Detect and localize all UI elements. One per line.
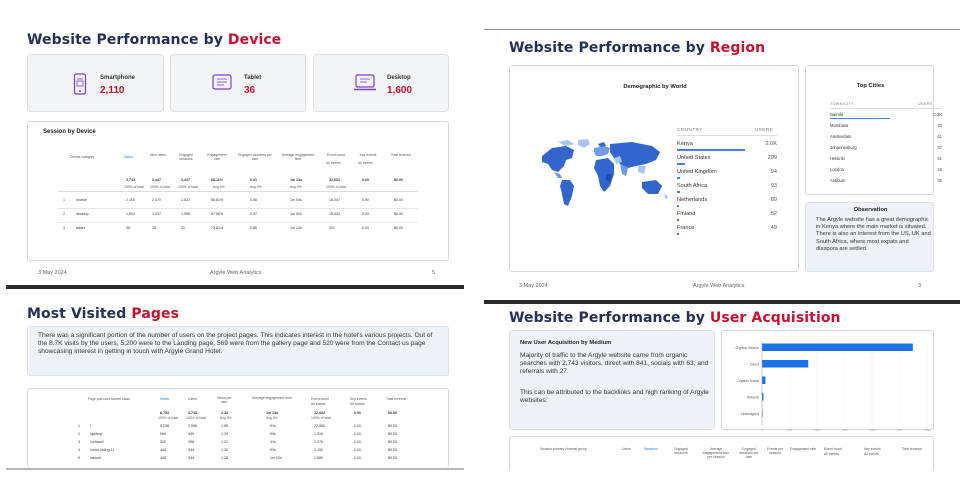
table-row[interactable]: 5 /about/ 440 344 1.28 1m 02s 1,080 0.00 $0.00	[78, 456, 397, 460]
bar	[762, 360, 808, 368]
total-value: 0.00	[362, 178, 369, 182]
card-value: 2,110	[100, 85, 125, 96]
card-label: Desktop	[387, 75, 411, 81]
pages-table-panel	[27, 388, 449, 468]
footer-center: Argyle Web Analytics	[210, 270, 262, 276]
total-value: 3,437	[181, 178, 190, 182]
category-label: Organic Social	[736, 379, 759, 383]
country-bar	[677, 177, 680, 179]
country-row[interactable]: Netherlands 89	[677, 197, 777, 203]
category-label: Unassigned	[741, 412, 759, 416]
city-users-header: USERS	[918, 102, 933, 106]
city-row[interactable]: Antibum 36	[830, 178, 942, 183]
tick-label: 2500	[896, 428, 903, 431]
card-value: 36	[244, 85, 256, 96]
country-row[interactable]: Finland 52	[677, 211, 777, 217]
footer-page: 3	[918, 283, 922, 289]
country-row[interactable]: France 49	[677, 225, 777, 231]
total-value: 2.34	[221, 411, 228, 415]
card-label: Smartphone	[100, 75, 136, 81]
tablet-icon	[212, 74, 232, 90]
acquisition-table-panel	[509, 436, 934, 470]
table-row[interactable]: 4 /room-listing-11 446 344 1.30 53s 1,192 0.00 $0.00	[78, 448, 397, 452]
total-value: 0.00	[354, 411, 361, 415]
country-bar	[677, 233, 679, 235]
total-value: 1m 24s	[290, 178, 303, 182]
demographic-panel	[509, 65, 799, 272]
city-header: TOWN/CITY	[830, 102, 854, 106]
city-row[interactable]: Amsterdam 61	[830, 134, 942, 139]
total-value: 8,793	[160, 411, 169, 415]
col-header[interactable]: Engaged sessions per user	[739, 447, 759, 459]
total-sub: Avg 0%	[213, 185, 225, 189]
total-sub: 100% of total	[150, 185, 170, 189]
table-row[interactable]: 3 tablet 36 35 31 73.81% 0.86 1m 13s 321 0.00 $0.00	[63, 226, 403, 230]
total-sub: Avg 0%	[220, 416, 232, 420]
category-label: Direct	[750, 362, 759, 367]
total-value: 32,002	[314, 411, 325, 415]
country-row[interactable]: Kenya 2.6K	[677, 141, 777, 147]
total-value: 32,002	[329, 178, 340, 182]
pages-summary-text: There was a significant portion of the number of users on the project pages. This indicates interest in the hotel's various projects. Out of the 8.7K visits by the users, 5,200 were to the Landing page, 569 were from the gallery page and 520 were from the Contact us page showcasing interest in getting in touch with Argyle Grand Hotel.	[38, 332, 433, 355]
event-filter[interactable]: All events	[350, 402, 365, 406]
top-cities-panel	[805, 65, 942, 195]
col-header[interactable]: Average engagement time per session	[702, 447, 730, 459]
col-header[interactable]: Engaged sessions	[674, 447, 688, 455]
table-row[interactable]: 1 / 5,208 2,596 1.85 51s 22,865 0.00 $0.00	[78, 424, 397, 428]
north-america[interactable]	[542, 146, 574, 172]
australia[interactable]	[642, 180, 662, 194]
country-bar	[677, 163, 685, 165]
total-sub: Avg 0%	[266, 416, 278, 420]
slide-region	[484, 29, 960, 296]
box-text: Majority of traffic to the Argyle website came from organic searches with 2,743 visitors, direct with 841, socials with 63, and referrals with 27.	[520, 352, 709, 375]
col-header[interactable]: Total revenue	[901, 447, 923, 451]
slide-device	[6, 14, 462, 286]
country-row[interactable]: United Kingdom 94	[677, 169, 777, 175]
table-row[interactable]: 3 /contact/ 520 398 1.31 41s 1,276 0.00 $0.00	[78, 440, 397, 444]
col-header[interactable]: Key events	[864, 447, 881, 451]
footer-date: 3 May 2024	[38, 270, 67, 276]
country-bar	[677, 149, 745, 151]
tablet-card	[170, 54, 306, 112]
footer-page: 5	[432, 270, 436, 276]
smartphone-card	[27, 54, 164, 112]
col-header[interactable]: Users	[188, 397, 197, 401]
total-value: 68.11%	[211, 178, 223, 182]
users-header: USERS	[755, 128, 774, 133]
col-header[interactable]: Event count	[327, 153, 345, 157]
pages-summary-box	[27, 326, 449, 376]
divider	[6, 468, 464, 470]
col-header[interactable]: Key events	[359, 153, 377, 157]
table-title: Session by Device	[43, 129, 96, 135]
col-header[interactable]: Users	[124, 155, 133, 159]
col-header[interactable]: Average engagement time	[281, 153, 315, 161]
col-header[interactable]: Session primary channel group	[540, 447, 587, 451]
map-title: Demographic by World	[623, 84, 687, 90]
col-header[interactable]: Events per session	[766, 447, 784, 455]
event-filter[interactable]: All events	[864, 452, 879, 456]
desktop-card	[313, 54, 449, 112]
col-header[interactable]: Views	[160, 397, 169, 401]
acquisition-chart-panel	[721, 330, 934, 430]
col-header[interactable]: Event count	[824, 447, 842, 451]
col-header[interactable]: Device category	[70, 155, 95, 159]
cities-title: Top Cities	[856, 83, 885, 89]
table-row[interactable]: 1 mobile 2,110 2,070 1,822 66.81% 0.86 1m 04s 16,247 0.00 $0.00	[63, 198, 403, 202]
tick-label: 1500	[841, 428, 848, 431]
col-header[interactable]: Page path and screen class	[88, 397, 130, 401]
total-value: 0.91	[250, 178, 257, 182]
observation-text: The Argyle website has a great demographic in Kenya where the main market is situated. There is also an interest from the US, UK and South Africa, where most expats and diaspora are settled.	[816, 217, 931, 252]
col-header[interactable]: Sessions	[644, 447, 658, 451]
title-prefix: Website Performance by	[509, 40, 710, 56]
bar	[762, 344, 913, 352]
col-header[interactable]: Engagement rate	[207, 153, 227, 161]
total-sub: 100% of total	[158, 416, 178, 420]
observation-title: Observation	[853, 207, 888, 213]
total-sub: 100% of total	[178, 185, 198, 189]
city-row[interactable]: London 46	[830, 167, 942, 172]
col-header[interactable]: New users	[149, 153, 167, 157]
event-filter[interactable]: All events	[311, 402, 326, 406]
slide-title	[509, 310, 841, 326]
col-header[interactable]: Total revenue	[386, 397, 407, 401]
city-row[interactable]: Mombasa 93	[830, 123, 942, 128]
total-value: 3,743	[188, 411, 197, 415]
total-value: $0.00	[394, 178, 403, 182]
country-row[interactable]: United States 299	[677, 155, 777, 161]
tick-label: 0	[761, 428, 763, 431]
card-label: Tablet	[244, 75, 262, 81]
session-by-device-panel	[27, 121, 449, 261]
col-header[interactable]: Views per user	[216, 396, 232, 404]
city-row[interactable]: Johannesburg 57	[830, 145, 942, 150]
card-value: 1,600	[387, 85, 413, 96]
country-bar	[677, 191, 680, 193]
acquisition-bar-chart[interactable]	[722, 331, 935, 431]
total-sub: 100% of total	[326, 185, 346, 189]
desktop-icon	[354, 74, 376, 91]
acquisition-summary-box	[509, 330, 715, 430]
slide-pages	[6, 292, 462, 468]
slide-title	[27, 32, 281, 48]
total-sub: 100% of total	[311, 416, 331, 420]
box-title: New User Acquisition by Medium	[520, 340, 612, 346]
total-value: 3,743	[126, 178, 135, 182]
col-header[interactable]: Key events	[350, 397, 367, 401]
footer-date: 3 May 2024	[519, 283, 548, 289]
title-prefix: Most Visited	[27, 306, 132, 322]
category-label: Organic Search	[735, 346, 759, 350]
south-america[interactable]	[560, 180, 574, 206]
asia[interactable]	[610, 142, 660, 168]
tick-label: 2000	[868, 428, 876, 431]
footer-center: Argyle Web Analytics	[693, 283, 745, 289]
title-prefix: Website Performance by	[27, 32, 228, 48]
total-sub: Avg 0%	[290, 185, 302, 189]
slide-title	[509, 40, 765, 56]
box-text: This can be attributed to the backlinks and high ranking of Argyle websites.	[520, 389, 709, 404]
col-header[interactable]: Event count	[311, 397, 329, 401]
col-header[interactable]: Users	[622, 447, 631, 451]
title-accent: Device	[227, 32, 282, 48]
title-prefix: Website Performance by	[509, 310, 710, 326]
title-accent: User Acquisition	[709, 310, 841, 326]
table-row[interactable]: 2 desktop 1,602 1,337 1,556 67.56% 0.97 1m 52s 15,434 0.00 $0.00	[63, 212, 403, 216]
country-row[interactable]: South Africa 93	[677, 183, 777, 189]
event-filter[interactable]: All events	[824, 452, 839, 456]
tick-label: 500	[787, 428, 792, 431]
col-header[interactable]: Average engagement time	[252, 396, 292, 400]
city-row[interactable]: Nairobi 2.3K	[830, 112, 942, 117]
col-header[interactable]: Engaged sessions	[179, 153, 193, 161]
total-sub: 100% of total	[186, 416, 206, 420]
total-value: 1m 24s	[266, 411, 279, 415]
country-bar	[677, 205, 679, 207]
slide-title	[27, 306, 179, 322]
bar	[762, 377, 765, 385]
category-label: Referral	[746, 395, 759, 400]
country-bar	[677, 219, 679, 221]
divider	[6, 285, 464, 289]
title-accent: Region	[709, 40, 766, 56]
col-header[interactable]: Engagement rate	[790, 447, 817, 451]
total-sub: 100% of total	[124, 185, 144, 189]
tick-label: 3000	[923, 428, 931, 431]
total-value: $0.00	[388, 411, 397, 415]
city-bar	[830, 118, 890, 119]
observation-box	[805, 202, 934, 272]
city-row[interactable]: Helsinki 51	[830, 156, 942, 161]
event-filter[interactable]: All events	[326, 161, 341, 165]
total-value: 3,447	[152, 178, 161, 182]
country-header: COUNTRY	[677, 128, 703, 133]
smartphone-icon	[73, 73, 87, 95]
tick-label: 1000	[813, 428, 821, 431]
title-accent: Pages	[131, 306, 180, 322]
event-filter[interactable]: All events	[358, 161, 373, 165]
europe[interactable]	[594, 146, 610, 156]
col-header[interactable]: Total revenue	[390, 153, 412, 157]
total-sub: Avg 0%	[250, 185, 262, 189]
col-header[interactable]: Engaged sessions per user	[238, 153, 272, 161]
table-row[interactable]: 2 /gallery/ 569 445 1.29 59s 1,516 0.00 $0.00	[78, 432, 397, 436]
world-map[interactable]	[538, 136, 673, 216]
slide-acquisition	[484, 300, 960, 470]
